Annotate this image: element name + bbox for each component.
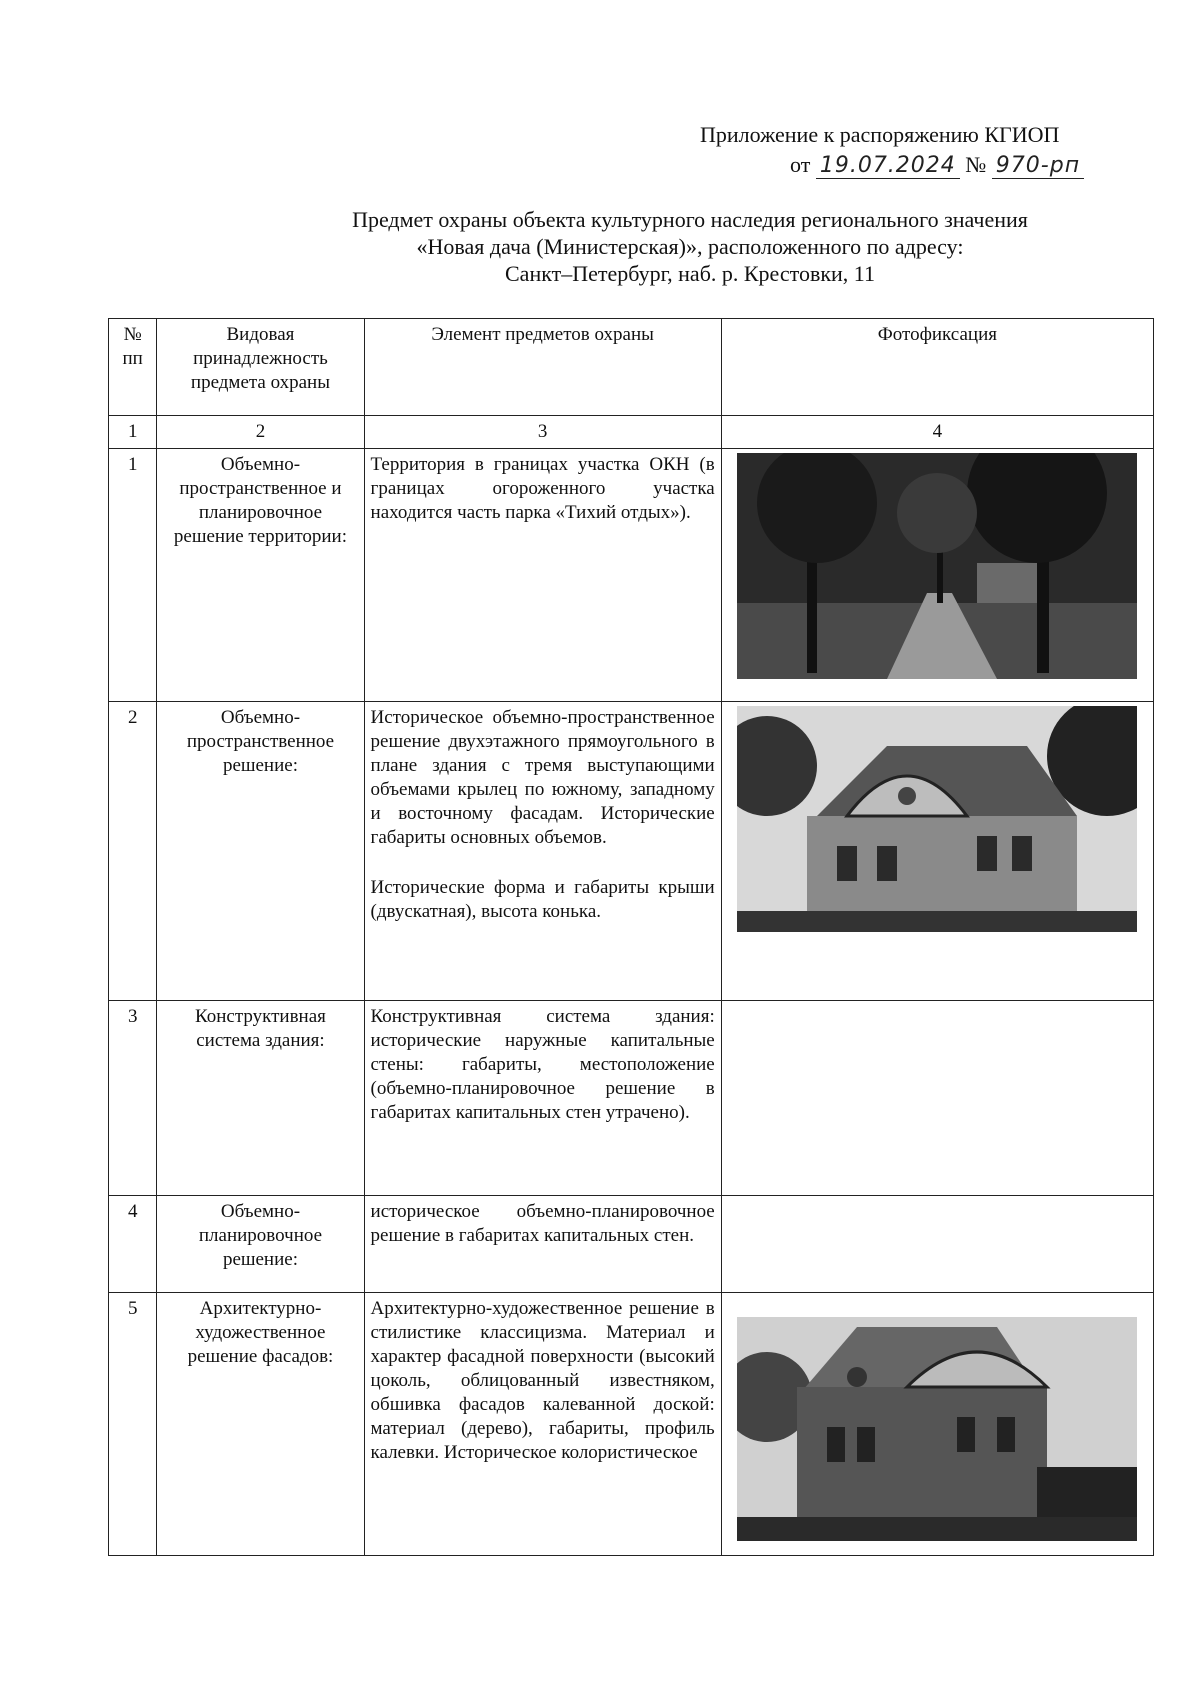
- document-title: [300, 206, 1080, 287]
- header-photo: Фотофиксация: [721, 319, 1153, 416]
- table-row: [109, 1196, 1154, 1293]
- building-photo: [737, 706, 1137, 932]
- row-element-cell: [364, 702, 721, 1001]
- row-number: 5: [109, 1293, 157, 1556]
- index-row: [109, 416, 1154, 449]
- header-element: Элемент предметов охраны: [364, 319, 721, 416]
- facade-photo: [737, 1317, 1137, 1541]
- index-cell: 1: [109, 416, 157, 449]
- photo-cell: [721, 1293, 1153, 1556]
- table-row: [109, 702, 1154, 1001]
- row-number: 3: [109, 1001, 157, 1196]
- row-element: Архитектурно-художественное решение в стилистике классицизма. Материал и характер фасадной поверхности (высокий цоколь, облицованный известняком, обшивка фасадов калеванной доской: материал (дерево), габариты, профиль калевки. Историческое колористическое: [364, 1293, 721, 1556]
- index-cell: 2: [157, 416, 364, 449]
- order-number: 970-рп: [992, 153, 1084, 179]
- table-row: [109, 1293, 1154, 1556]
- index-cell: 3: [364, 416, 721, 449]
- header-type: Видовая принадлежность предмета охраны: [157, 319, 364, 416]
- row-element: Территория в границах участка ОКН (в границах огороженного участка находится часть парка «Тихий отдых»).: [364, 449, 721, 702]
- title-line-2: «Новая дача (Министерская)», расположенного по адресу:: [416, 234, 964, 259]
- park-photo: [737, 453, 1137, 679]
- row-type: Объемно-пространственное и планировочное решение территории:: [157, 449, 364, 702]
- index-cell: 4: [721, 416, 1153, 449]
- row-type: Архитектурно-художественное решение фасадов:: [157, 1293, 364, 1556]
- row-type: Объемно-пространственное решение:: [157, 702, 364, 1001]
- title-line-1: Предмет охраны объекта культурного наследия регионального значения: [352, 207, 1028, 232]
- table-header-row: [109, 319, 1154, 416]
- appendix-title: Приложение к распоряжению КГИОП: [700, 122, 1060, 147]
- row-number: 4: [109, 1196, 157, 1293]
- photo-cell-empty: [721, 1001, 1153, 1196]
- row-element: Конструктивная система здания: исторические наружные капитальные стены: габариты, местоположение (объемно-планировочное решение в габаритах капитальных стен утрачено).: [364, 1001, 721, 1196]
- table-row: [109, 1001, 1154, 1196]
- number-label: №: [965, 152, 987, 177]
- appendix-header: [700, 120, 1140, 181]
- protection-table: [108, 318, 1154, 1556]
- row-type: Объемно-планировочное решение:: [157, 1196, 364, 1293]
- header-num: № пп: [109, 319, 157, 416]
- from-label: от: [790, 152, 811, 177]
- photo-cell-empty: [721, 1196, 1153, 1293]
- row-type: Конструктивная система здания:: [157, 1001, 364, 1196]
- row-number: 1: [109, 449, 157, 702]
- order-date: 19.07.2024: [816, 153, 960, 179]
- photo-cell: [721, 449, 1153, 702]
- photo-cell: [721, 702, 1153, 1001]
- row-number: 2: [109, 702, 157, 1001]
- row-element-roof: Исторические форма и габариты крыши (двускатная), высота конька.: [370, 877, 715, 922]
- title-line-3: Санкт–Петербург, наб. р. Крестовки, 11: [505, 261, 875, 286]
- order-line: [700, 150, 1140, 181]
- row-element: историческое объемно-планировочное решение в габаритах капитальных стен.: [364, 1196, 721, 1293]
- row-element: Историческое объемно-пространственное решение двухэтажного прямоугольного в плане здания с тремя выступающими объемами крылец по южному, западному и восточному фасадам. Исторические габариты основных объемов.: [370, 707, 715, 848]
- table-row: [109, 449, 1154, 702]
